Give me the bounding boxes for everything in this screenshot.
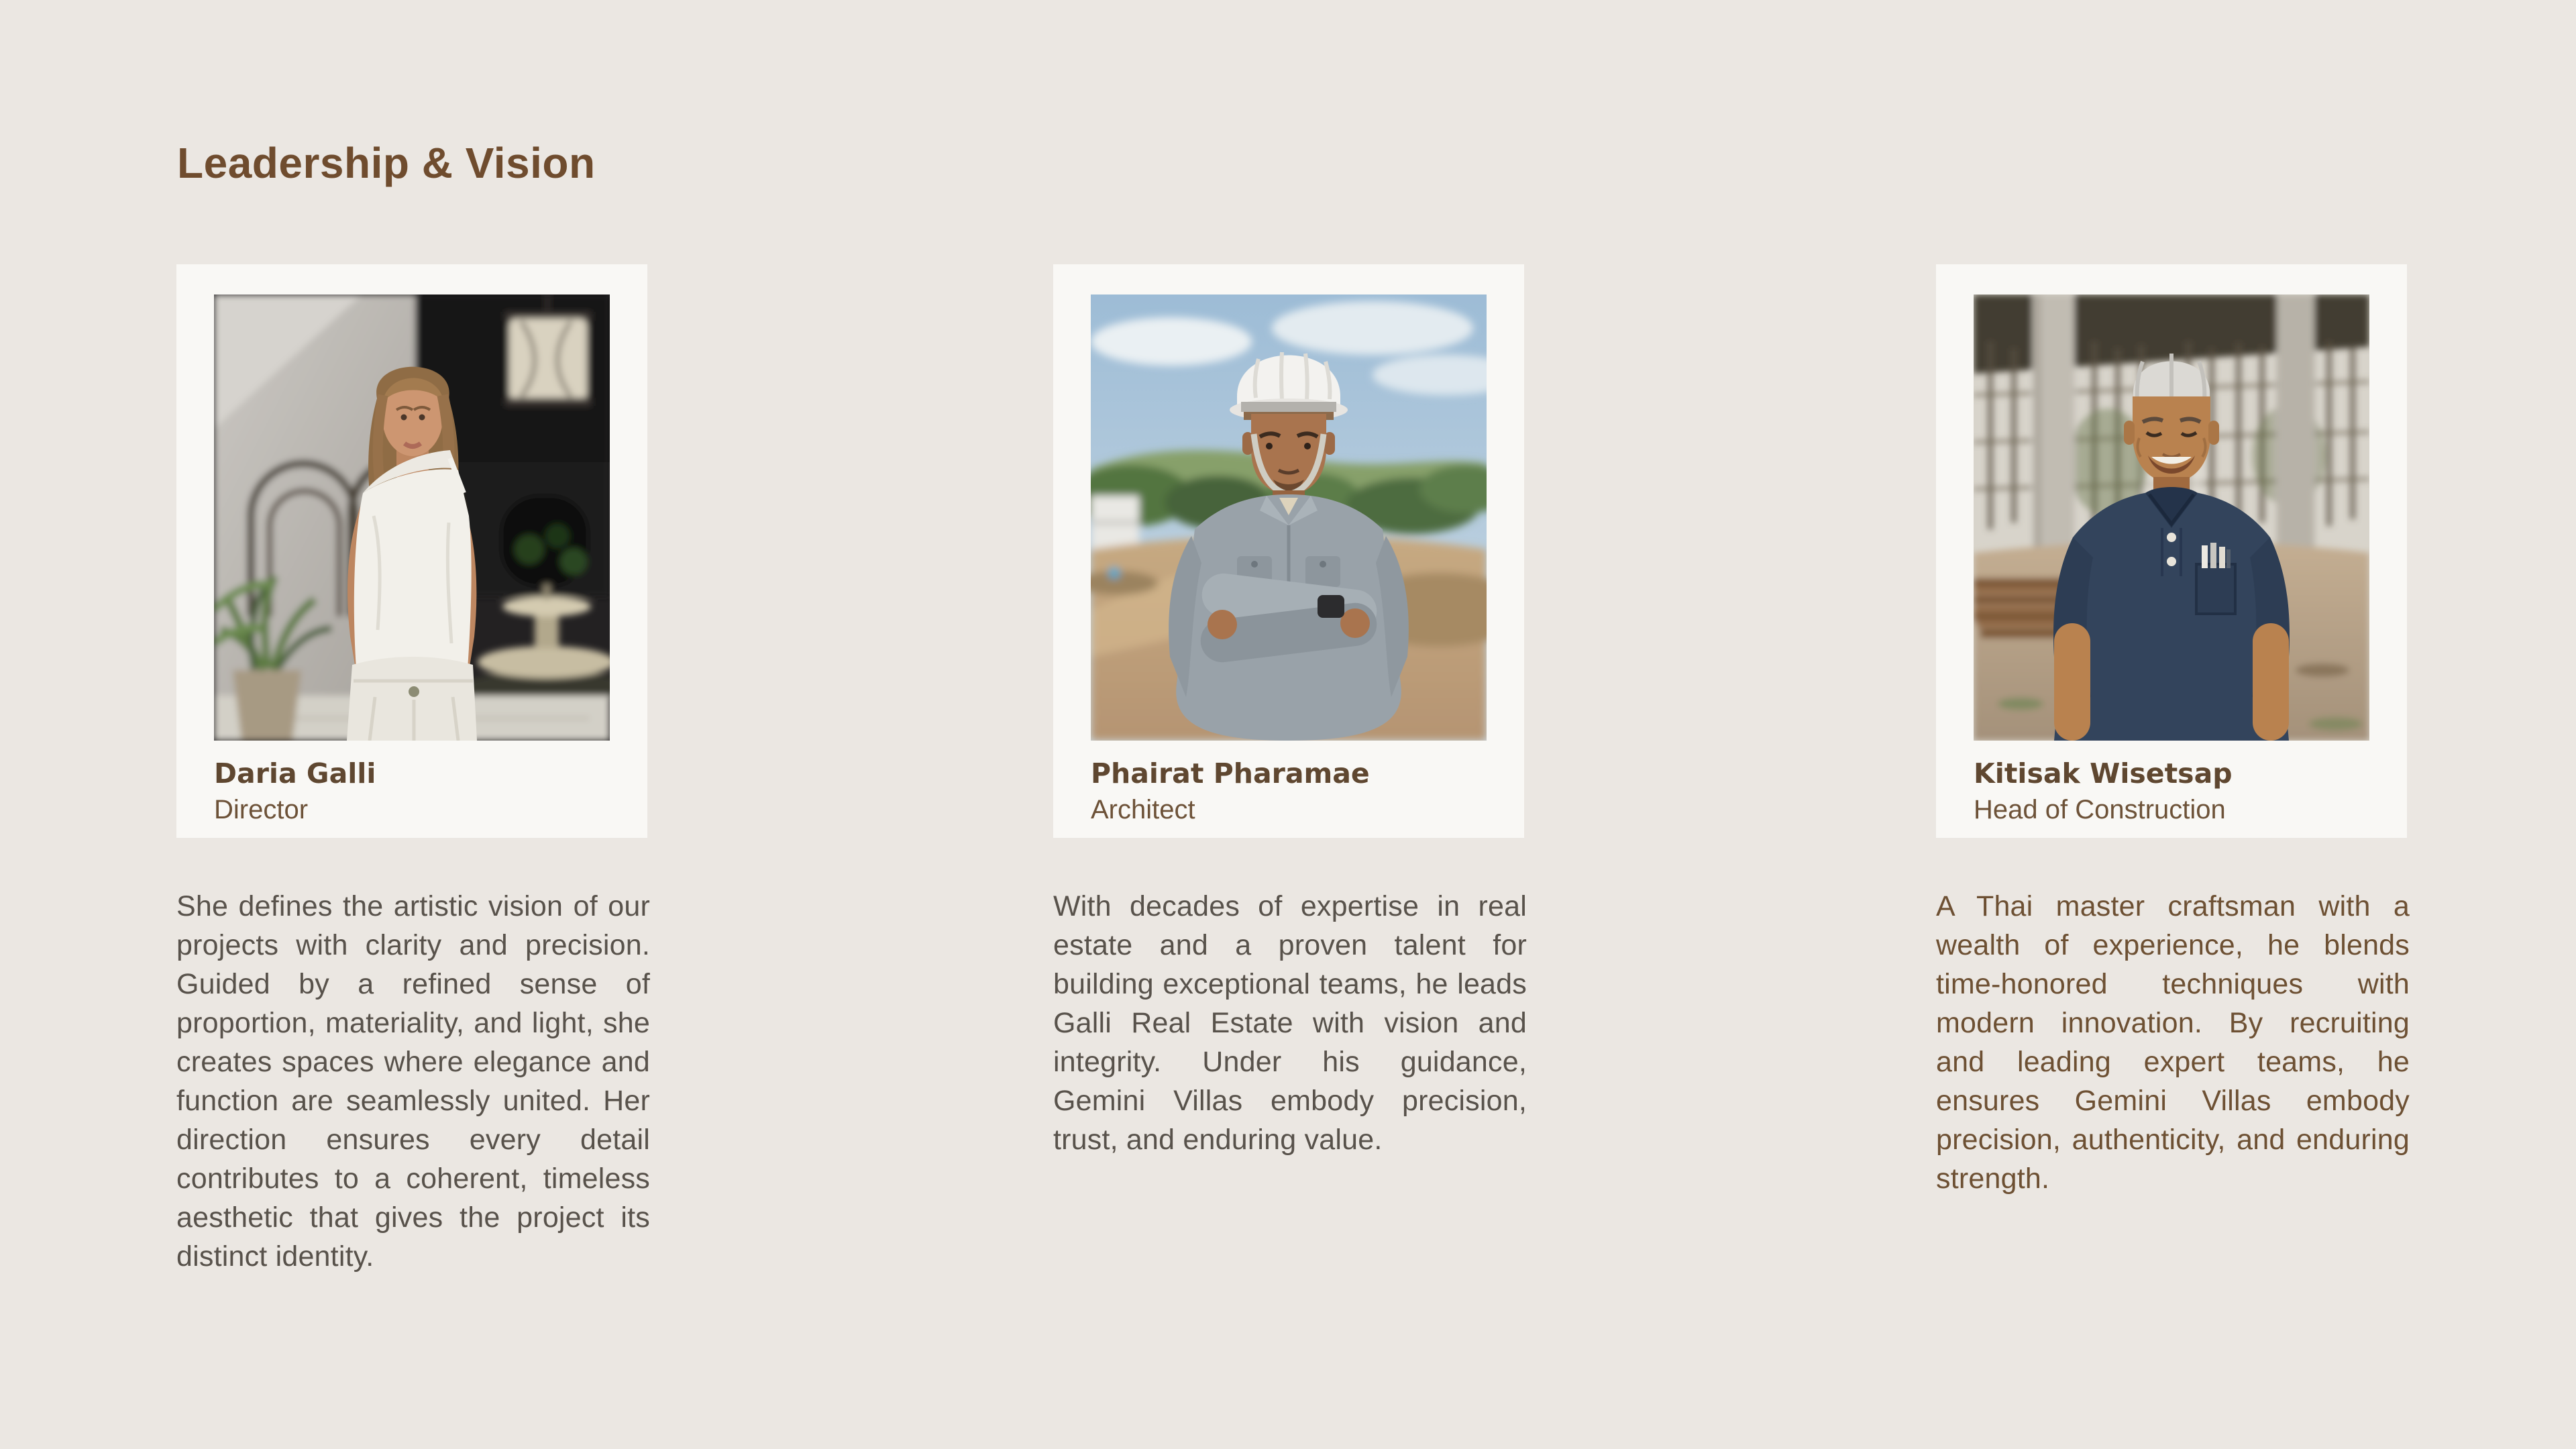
member-bio-daria: She defines the artistic vision of our projects with clarity and precision. Guided by a refined sense of proportion, materiality, and light, she creates spaces where elegance and function are seamlessly united. Her direction ensures every detail contributes to a coherent, timeless aesthetic that gives the project its distinct identity.: [176, 890, 650, 1273]
team-card-kitisak-wisetsap: [1936, 264, 2407, 838]
member-role: Architect: [1091, 795, 1195, 825]
member-bio-phairat: With decades of expertise in real estate and a proven talent for building exceptional teams, he leads Galli Real Estate with vision and integrity. Under his guidance, Gemini Villas embody precision, trust, and enduring value.: [1053, 890, 1527, 1156]
team-card-daria-galli: [176, 264, 647, 838]
member-bio-kitisak: A Thai master craftsman with a wealth of experience, he blends time-honored techniques with modern innovation. By recruiting and leading expert teams, he ensures Gemini Villas embody precision, authenticity, and enduring strength.: [1936, 890, 2410, 1195]
member-role: Head of Construction: [1974, 795, 2226, 825]
photo-phairat-pharamae: [1091, 294, 1487, 741]
page-title: Leadership & Vision: [177, 139, 596, 187]
member-name: Kitisak Wisetsap: [1974, 757, 2233, 790]
photo-illustration-kitisak: [1974, 294, 2369, 741]
photo-kitisak-wisetsap: [1974, 294, 2369, 741]
member-name: Phairat Pharamae: [1091, 757, 1370, 790]
team-card-phairat-pharamae: [1053, 264, 1524, 838]
photo-illustration-daria: [214, 294, 610, 741]
photo-illustration-phairat: [1091, 294, 1487, 741]
member-role: Director: [214, 795, 309, 825]
member-name: Daria Galli: [214, 757, 376, 790]
photo-daria-galli: [214, 294, 610, 741]
